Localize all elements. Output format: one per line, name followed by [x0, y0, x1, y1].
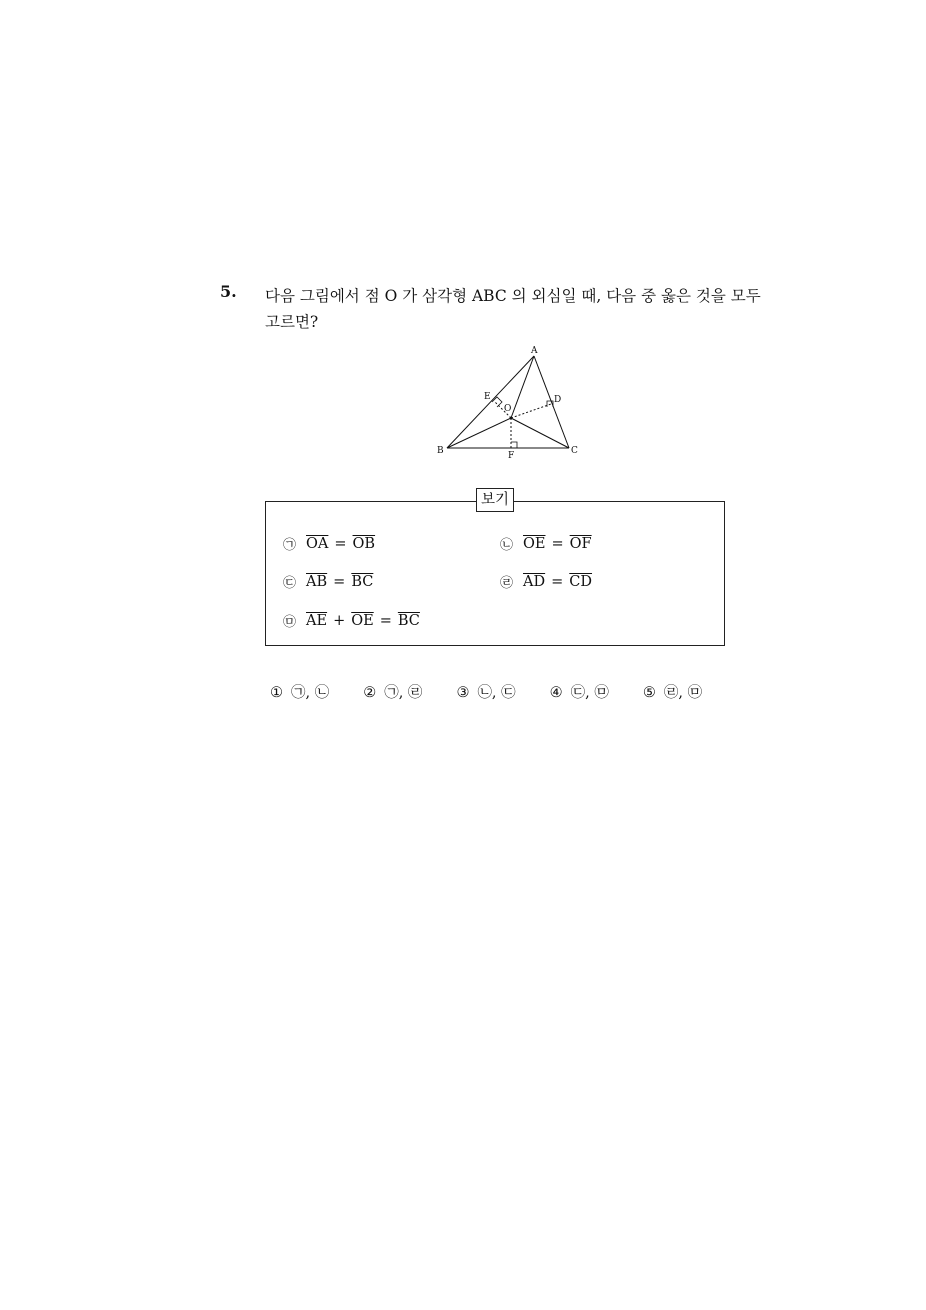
- label-f: F: [508, 451, 515, 461]
- bogi-item-1: [283, 534, 375, 553]
- segment-text: $\overline{AB}$: [306, 573, 328, 590]
- choice-number: ③: [456, 685, 470, 701]
- choice-number: ①: [270, 685, 283, 701]
- question-text: [265, 283, 765, 335]
- segment-text: $\overline{BC}$: [351, 573, 374, 590]
- item-mark: ㉣: [500, 576, 514, 591]
- triangle-figure: [430, 340, 590, 466]
- choice-2[interactable]: [363, 681, 422, 702]
- label-c: C: [571, 446, 578, 456]
- equals-sign: =: [334, 535, 347, 552]
- equals-sign: =: [333, 573, 346, 590]
- bogi-item-4: [500, 572, 592, 591]
- choice-text: ㉡, ㉢: [477, 685, 516, 701]
- question-text-line2: 고르면?: [265, 313, 319, 331]
- answer-choices: [270, 681, 736, 702]
- side-ab: [447, 356, 534, 448]
- segment-text: $\overline{OE}$: [523, 535, 546, 552]
- label-b: B: [437, 446, 444, 456]
- label-e: E: [484, 392, 491, 402]
- question-number: 5.: [220, 282, 237, 301]
- segment-ob: [447, 418, 511, 448]
- bogi-item-3: [283, 572, 373, 591]
- bogi-item-2: [500, 534, 592, 553]
- label-d: D: [554, 395, 562, 405]
- choice-text: ㉣, ㉤: [663, 685, 703, 701]
- segment-text: $\overline{OE}$: [351, 612, 374, 629]
- choice-text: ㉠, ㉣: [384, 685, 423, 701]
- choice-text: ㉢, ㉤: [570, 685, 609, 701]
- question-text-line1: 다음 그림에서 점 O 가 삼각형 ABC 의 외심일 때, 다음 중 옳은 것을 모두: [265, 287, 761, 305]
- equals-sign: =: [551, 535, 564, 552]
- choice-5[interactable]: [643, 681, 702, 702]
- choice-3[interactable]: [456, 681, 515, 702]
- equals-sign: =: [551, 573, 564, 590]
- item-mark: ㉤: [283, 615, 297, 630]
- equals-sign: =: [379, 612, 392, 629]
- bogi-title: 보기: [476, 488, 514, 512]
- point-o: [510, 417, 513, 420]
- segment-text: $\overline{OB}$: [352, 535, 376, 552]
- choice-4[interactable]: [550, 681, 609, 702]
- segment-text: $\overline{OF}$: [569, 535, 592, 552]
- label-a: A: [531, 346, 538, 356]
- segment-text: $\overline{AE}$: [306, 612, 328, 629]
- choice-number: ④: [549, 685, 563, 701]
- item-mark: ㉠: [283, 538, 297, 553]
- segment-oa: [511, 356, 534, 418]
- segment-text: $\overline{OA}$: [306, 535, 329, 552]
- label-o: O: [504, 404, 512, 414]
- bogi-item-5: [283, 611, 420, 630]
- choice-number: ⑤: [642, 685, 656, 701]
- segment-od: [511, 404, 551, 418]
- item-mark: ㉡: [500, 538, 514, 553]
- side-ac: [534, 356, 569, 448]
- segment-text: $\overline{AD}$: [523, 573, 546, 590]
- item-mark: ㉢: [283, 576, 297, 591]
- plus-sign: +: [333, 612, 346, 629]
- segment-text: $\overline{BC}$: [397, 612, 420, 629]
- segment-oc: [511, 418, 569, 448]
- segment-text: $\overline{CD}$: [569, 573, 593, 590]
- right-angle-f: [511, 442, 517, 448]
- choice-text: ㉠, ㉡: [291, 685, 330, 701]
- choice-number: ②: [363, 685, 377, 701]
- choice-1[interactable]: [270, 681, 329, 702]
